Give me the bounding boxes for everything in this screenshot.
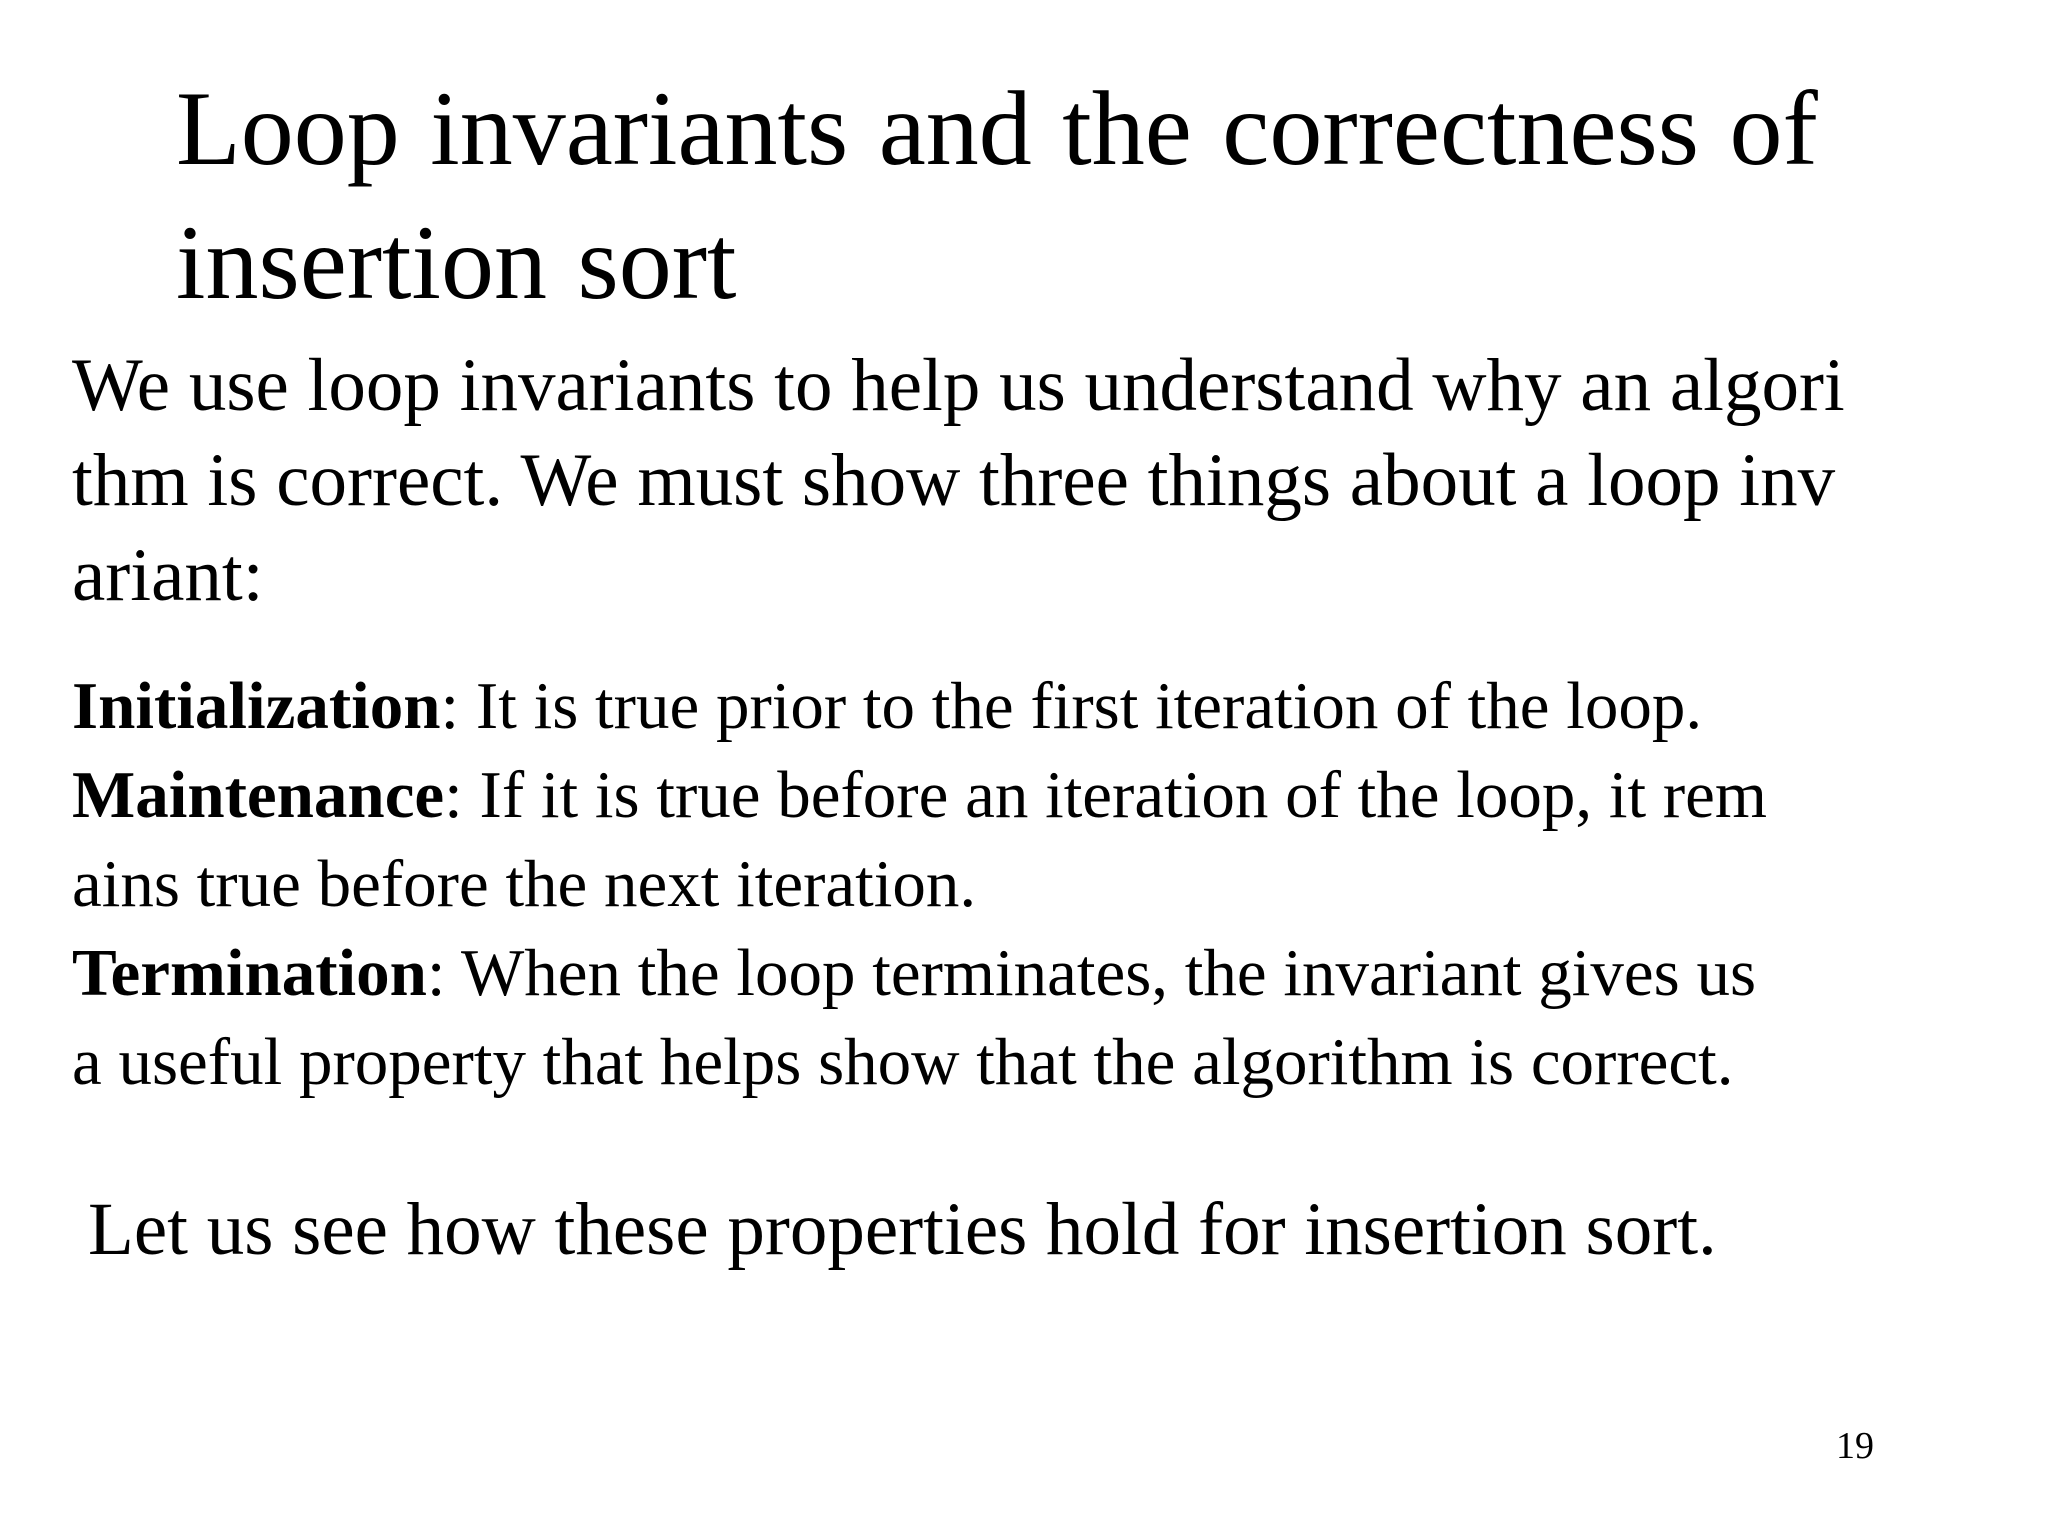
initialization-text: : It is true prior to the first iteration of the loop. bbox=[440, 669, 1703, 743]
termination-text-line-1: : When the loop terminates, the invariant gives us bbox=[426, 936, 1757, 1010]
intro-line-2: thm is correct. We must show three things about a loop inv bbox=[72, 439, 1836, 522]
closing-sentence: Let us see how these properties hold for insertion sort. bbox=[88, 1188, 1717, 1271]
page-number: 19 bbox=[1836, 1425, 1874, 1467]
slide-title-line-1: Loop invariants and the correctness of bbox=[176, 70, 1818, 187]
slide-title-line-2: insertion sort bbox=[176, 204, 737, 321]
initialization-term: Initialization bbox=[72, 669, 441, 743]
maintenance-item bbox=[72, 751, 2032, 840]
intro-paragraph bbox=[72, 338, 2032, 623]
maintenance-term: Maintenance bbox=[72, 758, 445, 832]
properties-list bbox=[72, 662, 2032, 1107]
maintenance-text-line-1: : If it is true before an iteration of the loop, it rem bbox=[444, 758, 1767, 832]
termination-item bbox=[72, 929, 2032, 1018]
slide-title bbox=[176, 62, 1976, 330]
intro-line-3: ariant: bbox=[72, 534, 264, 617]
termination-term: Termination bbox=[72, 936, 427, 1010]
initialization-item bbox=[72, 662, 2032, 751]
intro-line-1: We use loop invariants to help us understand why an algori bbox=[72, 344, 1845, 427]
termination-text-line-2: a useful property that helps show that the algorithm is correct. bbox=[72, 1025, 1734, 1099]
maintenance-text-line-2: ains true before the next iteration. bbox=[72, 847, 977, 921]
